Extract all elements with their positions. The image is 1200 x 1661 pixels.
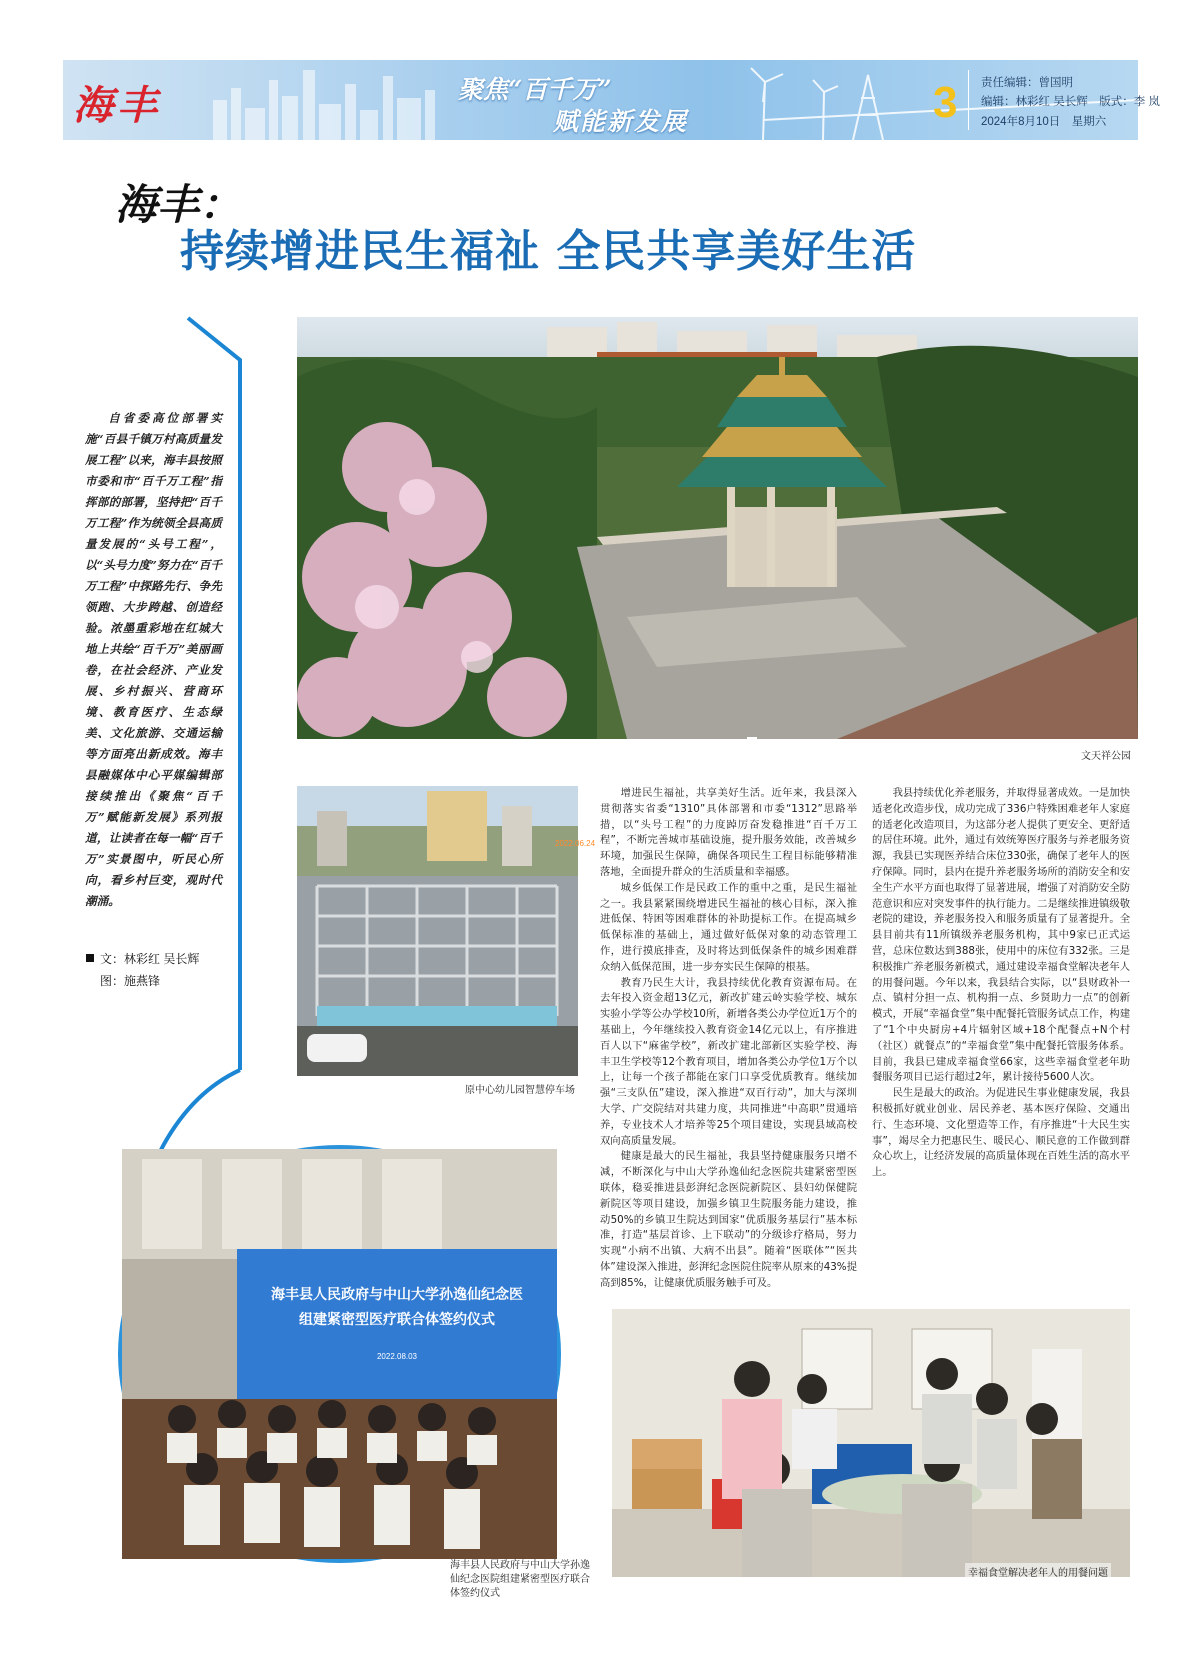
body-paragraph: 我县持续优化养老服务，并取得显著成效。一是加快适老化改造步伐，成功完成了336户特殊困难老年人家庭的适老化改造项目，为这部分老人提供了更安全、更舒适的居住环境。此外，通过有效统筹医疗服务与养老服务资源，我县已实现医养结合床位330张，确保了老年人的医疗保障。同时，县内在提升养老服务场所的消防安全和安全生产水平方面也取得了显著进展，增强了对消防安全防范意识和应对突发事件的执行能力。二是继续推进镇级敬老院的建设，养老服务投入和服务质量有了显著提升。全县目前共有11所镇级养老服务机构，其中9家已正式运营，总床位数达到388张，使用中的床位有332张。三是积极推广养老服务新模式，通过建设幸福食堂解决老年人的用餐问题。今年以来，我县结合实际，以“县财政补一点、镇村分担一点、机构捐一点、乡贤助力一点”的创新模式，开展“幸福食堂”集中配餐托管服务试点工作，构建了“1个中央厨房+4片辐射区域+18个配餐点+N个村（社区）就餐点”的“幸福食堂”集中配餐托管服务体系。目前，我县已建成幸福食堂66家，这些幸福食堂老年助餐服务项目已运行超过2年，累计接待5600人次。 [872,787,1130,1084]
masthead-banner [63,60,1160,140]
body-paragraph: 城乡低保工作是民政工作的重中之重，是民生福祉之一。我县紧紧围绕增进民生福祉的核心目标，深入推进低保、特困等困难群体的补助提标工作。在提高城乡低保标准的基础上，通过做好低保对象的动态管理工作，进行摸底排查，及时将达到低保条件的城乡困难群众纳入低保范围，进一步夯实民生保障的根基。 [600,881,857,973]
byline-writers: 文：林彩红 吴长辉 [100,952,200,966]
park-pavilion-photo [297,317,1138,739]
column-title-line-1: 聚焦“百千万” [458,75,612,104]
signing-ceremony-photo [118,1145,561,1563]
intro-paragraph: 自省委高位部署实施“百县千镇万村高质量发展工程”以来，海丰县按照市委和市“百千万工程”指挥部的部署，坚持把“百千万工程”作为统领全县高质量发展的“头号工程”，以“头号力度”努力在“百千万工程”中探路先行、争先领跑、大步跨越、创造经验。浓墨重彩地在红城大地上共绘“百千万”美丽画卷，在社会经济、产业发展、乡村振兴、营商环境、教育医疗、生态绿美、文化旅游、交通运输等方面亮出新成效。海丰县融媒体中心平媒编辑部接续推出《聚焦“百千万”赋能新发展》系列报道，让读者在每一幅“百千万”实景图中，听民心所向，看乡村巨变，观时代潮涌。 [85,411,222,908]
body-column-2 [872,786,1130,1181]
park-photo-caption: 文天祥公园 [1081,751,1131,762]
smart-parking-photo [297,786,596,1076]
column-title-line-2: 赋能新发展 [553,107,689,136]
article-headline: 持续增进民生福祉 全民共享美好生活 [180,226,917,277]
section-logo: 海丰 [73,82,161,129]
byline-photographer: 图：施燕锋 [100,974,161,988]
byline [86,948,199,992]
bullet-square-icon [86,954,94,962]
signing-screen-date: 2022.08.03 [376,1352,418,1361]
article-kicker: 海丰： [115,180,242,229]
canteen-photo-caption: 幸福食堂解决老年人的用餐问题 [965,1563,1111,1580]
signing-screen-title-1: 海丰县人民政府与中山大学孙逸仙纪念医 [271,1287,523,1303]
parking-photo-caption: 原中心幼儿园智慧停车场 [465,1085,575,1096]
signing-screen-title-2: 组建紧密型医疗联合体签约仪式 [299,1312,495,1328]
editors-credit: 编辑：林彩红 吴长辉 版式：李 岚 [981,96,1160,108]
happiness-canteen-photo [612,1309,1130,1577]
body-paragraph: 健康是最大的民生福祉，我县坚持健康服务只增不减，不断深化与中山大学孙逸仙纪念医院共建紧密型医联体，稳妥推进县彭湃纪念医院新院区、县妇幼保健院新院区等项目建设，加强乡镇卫生院服务能力建设，推动50%的乡镇卫生院达到国家“优质服务基层行”基本标准，打造“基层首诊、上下联动”的分级诊疗格局，努力实现“小病不出镇、大病不出县”。随着“医联体”“医共体”建设深入推进，彭湃纪念医院住院率从原来的43%提高到85%，让健康优质服务触手可及。 [600,1150,857,1289]
parking-photo-date: 2022.06.24 [555,839,596,848]
body-paragraph: 民生是最大的政治。为促进民生事业健康发展，我县积极抓好就业创业、居民养老、基本医疗保险、交通出行、生态环境、文化塑造等工作，有序推进“十大民生实事”，竭尽全力把惠民生、暖民心、顺民意的工作做到群众心坎上，让经济发展的高质量体现在百姓生活的高水平上。 [872,1087,1130,1179]
issue-date: 2024年8月10日 星期六 [981,116,1107,128]
body-paragraph: 教育乃民生大计，我县持续优化教育资源布局。在去年投入资金超13亿元，新改扩建云岭实验学校、城东实验小学等公办学校10所，新增各类公办学位近1万个的基础上，今年继续投入教育资金14亿元以上，有序推进百人以下“麻雀学校”，新改扩建北部新区实验学校、海丰卫生学校等12个教育项目，增加各类公办学位1万个以上，让每一个孩子都能在家门口享受优质教育。继续加强“三支队伍”建设，深入推进“双百行动”，加大与深圳大学、广交院结对共建力度，共同推进“中高职”贯通培养，专业技术人才培养等25个项目建设，实现县域高校双向高质量发展。 [600,976,857,1147]
masthead-divider [968,70,969,130]
body-column-1 [600,786,857,1292]
chief-editor: 责任编辑：曾国明 [981,77,1073,89]
body-paragraph: 增进民生福祉，共享美好生活。近年来，我县深入贯彻落实省委“1310”具体部署和市委“1312”思路举措，以“头号工程”的力度踔厉奋发稳推进“百千万工程”，不断完善城市基础设施，提升服务效能，改善城乡环境，加强民生保障，确保各项民生工程目标能够精准落地，全面提升群众的生活质量和幸福感。 [600,787,857,878]
page-number: 3 [933,78,958,127]
signing-photo-caption: 海丰县人民政府与中山大学孙逸仙纪念医院组建紧密型医疗联合体签约仪式 [450,1560,590,1599]
